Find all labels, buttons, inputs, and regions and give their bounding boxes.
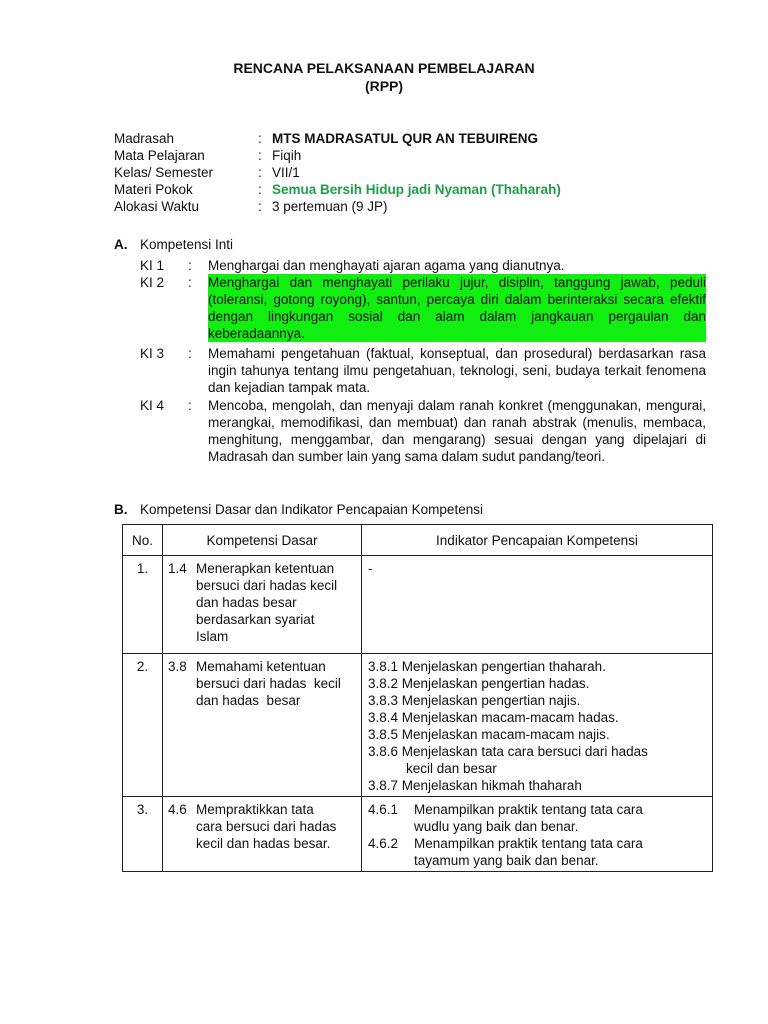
kd-text: Mempraktikkan tata: [196, 802, 314, 817]
ki-colon: :: [188, 398, 192, 413]
kd-number: 1.4: [168, 561, 187, 576]
indicator-item: Menampilkan praktik tentang tata cara: [414, 802, 643, 817]
info-label: Madrasah: [114, 131, 175, 146]
kd-number: 4.6: [168, 802, 187, 817]
document-title: RENCANA PELAKSANAAN PEMBELAJARAN: [233, 60, 535, 76]
indicator-item-continued: kecil dan besar: [406, 761, 497, 776]
kd-text: dan hadas besar: [196, 595, 297, 610]
kd-cell: [163, 654, 362, 797]
info-value-subject: Fiqih: [272, 148, 302, 163]
ki-label: KI 1: [140, 258, 165, 273]
section-a-heading: [114, 236, 233, 253]
ki-label: KI 2: [140, 275, 165, 290]
info-colon: :: [258, 182, 262, 197]
indicator-item: 3.8.4 Menjelaskan macam-macam hadas.: [368, 710, 619, 725]
info-colon: :: [258, 148, 262, 163]
indicator-cell: [362, 654, 713, 797]
table-header-row: [123, 525, 713, 556]
indicator-code: 4.6.2: [368, 836, 399, 851]
kd-text: Memahami ketentuan: [196, 659, 326, 674]
header-ipk: Indikator Pencapaian Kompetensi: [362, 525, 713, 556]
ki-3: [140, 345, 706, 396]
competency-table: [122, 524, 713, 872]
ki-text: Mencoba, mengolah, dan menyaji dalam ranah konkret (menggunakan, mengurai, merangkai, memodifikasi, dan membuat) dan ranah abstrak (menulis, membaca, menghitung, menggambar, dan mengarang) sesuai dengan yang dipelajari di Madrasah dan sumber lain yang sama dalam sudut pandang/teori.: [208, 398, 706, 464]
info-label: Kelas/ Semester: [114, 165, 214, 180]
indicator-item-continued: tayamum yang baik dan benar.: [414, 853, 599, 868]
info-colon: :: [258, 199, 262, 214]
indicator-empty: -: [368, 561, 373, 576]
table-row: [123, 797, 713, 872]
indicator-cell: [362, 556, 713, 654]
ki-colon: :: [188, 275, 192, 290]
indicator-item: 3.8.2 Menjelaskan pengertian hadas.: [368, 676, 590, 691]
section-title: Kompetensi Inti: [140, 237, 234, 252]
ki-4: [140, 397, 706, 465]
indicator-item: 3.8.3 Menjelaskan pengertian najis.: [368, 693, 581, 708]
table-row: [123, 556, 713, 654]
ki-label: KI 4: [140, 398, 165, 413]
kd-number: 3.8: [168, 659, 187, 674]
info-colon: :: [258, 165, 262, 180]
document-subtitle: (RPP): [364, 78, 404, 94]
row-no: 3.: [123, 797, 163, 872]
ki-1: [140, 257, 706, 274]
info-value-class: VII/1: [272, 165, 300, 180]
row-no: 1.: [123, 556, 163, 654]
indicator-cell: [362, 797, 713, 872]
ki-colon: :: [188, 346, 192, 361]
kd-text: Menerapkan ketentuan: [196, 561, 335, 576]
indicator-item: 3.8.7 Menjelaskan hikmah thaharah: [368, 778, 582, 793]
kd-text: bersuci dari hadas kecil: [196, 676, 341, 691]
kd-text: berdasarkan syariat: [196, 612, 315, 627]
kd-cell: [163, 556, 362, 654]
section-letter: A.: [114, 237, 128, 252]
section-letter: B.: [114, 502, 128, 517]
indicator-item: 3.8.6 Menjelaskan tata cara bersuci dari hadas: [368, 744, 648, 759]
kd-text: dan hadas besar: [196, 693, 301, 708]
kd-cell: [163, 797, 362, 872]
section-title: Kompetensi Dasar dan Indikator Pencapaian Kompetensi: [140, 502, 483, 517]
header-kd: Kompetensi Dasar: [163, 525, 362, 556]
kd-text: Islam: [196, 629, 229, 644]
info-colon: :: [258, 131, 262, 146]
ki-colon: :: [188, 258, 192, 273]
ki-text: Menghargai dan menghayati ajaran agama yang dianutnya.: [208, 258, 565, 273]
indicator-item: Menampilkan praktik tentang tata cara: [414, 836, 643, 851]
kd-text: bersuci dari hadas kecil: [196, 578, 338, 593]
info-label: Materi Pokok: [114, 182, 193, 197]
ki-text: Memahami pengetahuan (faktual, konseptual, dan prosedural) berdasarkan rasa ingin tahunya tentang ilmu pengetahuan, teknologi, seni, budaya terkait fenomena dan kejadian tampak mata.: [208, 346, 706, 395]
kd-text: kecil dan hadas besar.: [196, 836, 331, 851]
info-value-madrasah: MTS MADRASATUL QUR AN TEBUIRENG: [272, 131, 538, 146]
header-no: No.: [123, 525, 163, 556]
info-label: Mata Pelajaran: [114, 148, 205, 163]
ki-2: [140, 274, 706, 342]
info-value-topic: Semua Bersih Hidup jadi Nyaman (Thaharah): [272, 182, 561, 197]
info-value-time: 3 pertemuan (9 JP): [272, 199, 388, 214]
indicator-item-continued: wudlu yang baik dan benar.: [414, 819, 579, 834]
row-no: 2.: [123, 654, 163, 797]
ki-text-highlighted: Menghargai dan menghayati perilaku jujur, disiplin, tanggung jawab, peduli (toleransi, gotong royong), santun, percaya diri dalam berinteraksi secara efektif dengan lingkungan sosial dan alam dalam jangkauan pergaulan dan keberadaannya.: [208, 275, 706, 341]
info-label: Alokasi Waktu: [114, 199, 200, 214]
indicator-item: 3.8.5 Menjelaskan macam-macam najis.: [368, 727, 610, 742]
indicator-item: 3.8.1 Menjelaskan pengertian thaharah.: [368, 659, 606, 674]
kd-text: cara bersuci dari hadas: [196, 819, 337, 834]
table-row: [123, 654, 713, 797]
section-b-heading: [114, 501, 483, 518]
ki-label: KI 3: [140, 346, 165, 361]
indicator-code: 4.6.1: [368, 802, 399, 817]
